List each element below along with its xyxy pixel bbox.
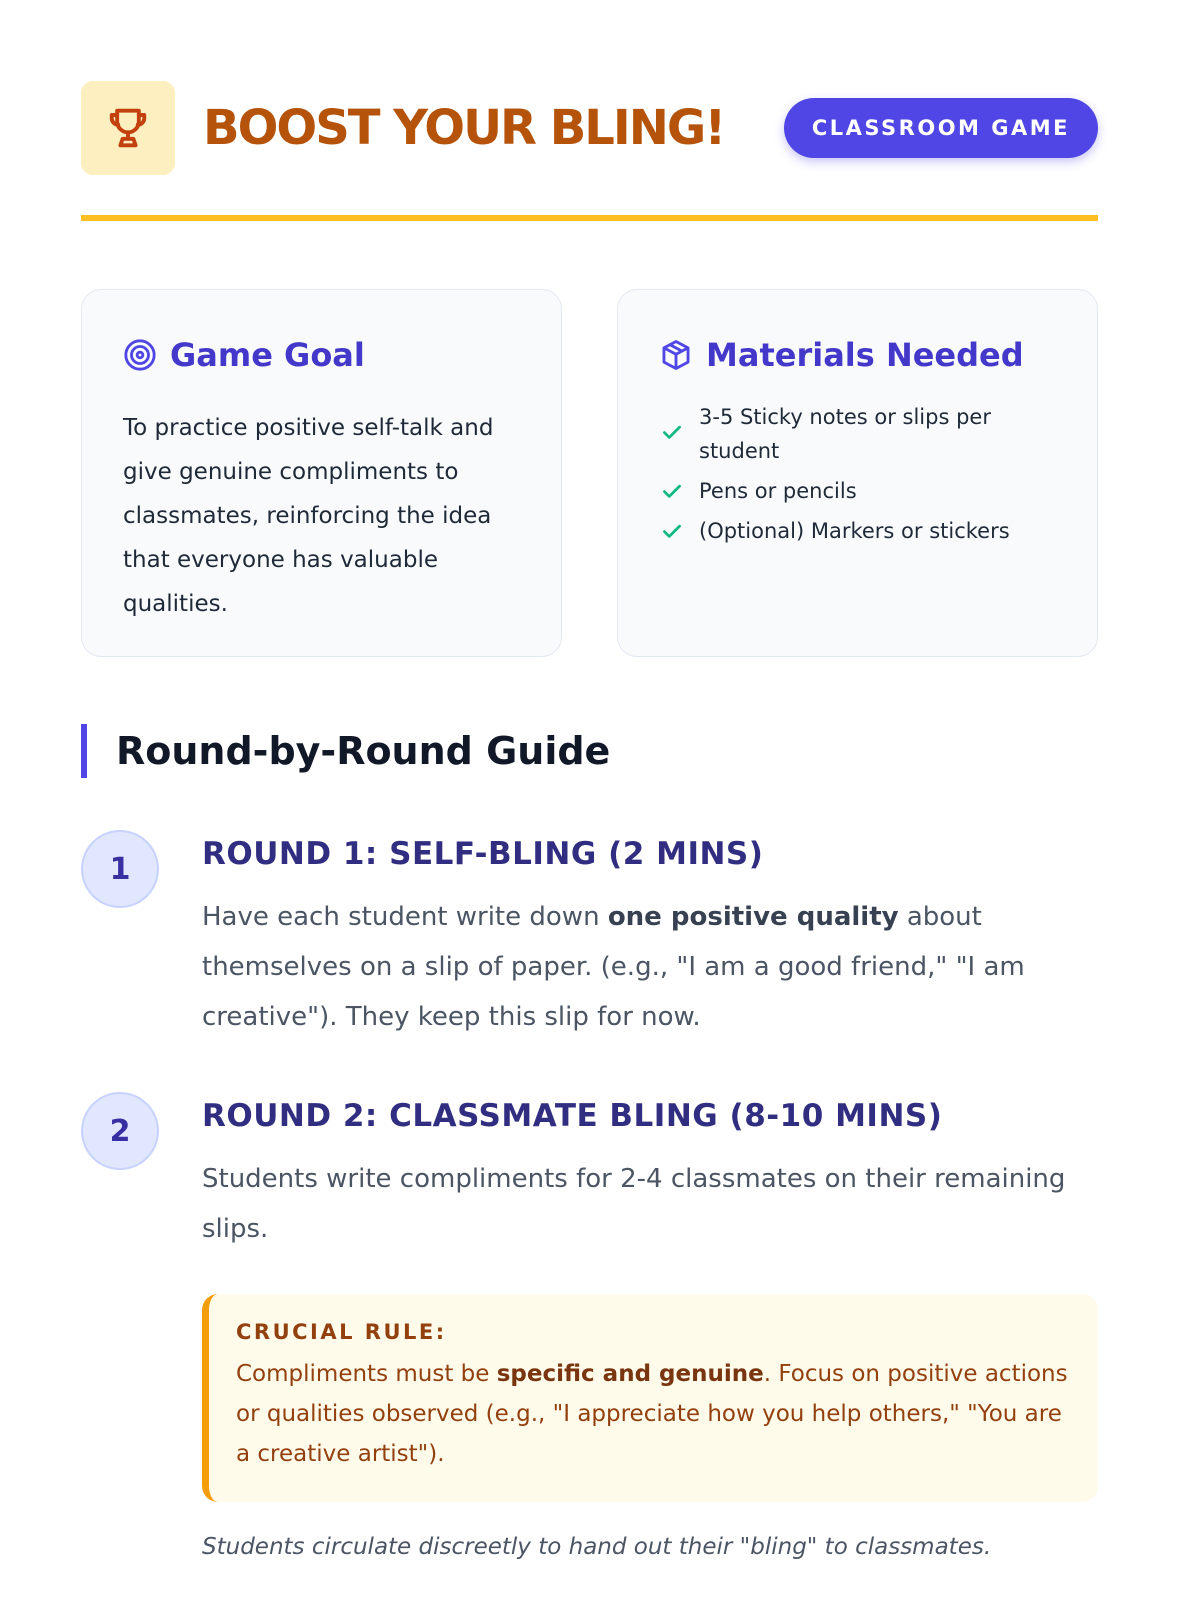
goal-card-title: [123, 334, 521, 376]
target-icon: [123, 338, 157, 372]
round-body: [202, 1098, 1098, 1560]
rule-text: [236, 1354, 1070, 1474]
check-icon: [659, 478, 685, 504]
section-title: Round-by-Round Guide: [81, 724, 610, 778]
round-text-part: about themselves on a slip of paper. (e.g., "I am a good friend," "I am creative"). They keep this slip for now.: [202, 902, 1025, 1032]
classroom-game-badge: CLASSROOM GAME: [784, 98, 1098, 158]
header: [81, 81, 1098, 175]
round-body: [202, 836, 1098, 1042]
round-title: ROUND 1: SELF-BLING (2 MINS): [202, 836, 764, 872]
round-title: ROUND 2: CLASSMATE BLING (8-10 MINS): [202, 1098, 943, 1134]
materials-list: [659, 400, 1057, 548]
info-cards: [81, 289, 1098, 657]
trophy-icon: [81, 81, 175, 175]
materials-item-text: 3-5 Sticky notes or slips per student: [699, 405, 991, 463]
materials-item-text: (Optional) Markers or stickers: [699, 519, 1010, 543]
goal-card: [81, 289, 562, 657]
rule-text-part: Compliments must be: [236, 1361, 497, 1387]
round-text-part: Have each student write down: [202, 902, 608, 932]
crucial-rule-callout: [202, 1294, 1098, 1502]
header-divider: [81, 215, 1098, 221]
round-number-badge: 2: [81, 1092, 159, 1170]
materials-card-title-text: Materials Needed: [706, 336, 1024, 374]
goal-card-title-text: Game Goal: [170, 336, 365, 374]
check-icon: [659, 518, 685, 544]
materials-card: [617, 289, 1098, 657]
round-text: Students write compliments for 2-4 classmates on their remaining slips.: [202, 1164, 1066, 1244]
rule-text-part: . Focus on positive actions or qualities observed (e.g., "I appreciate how you help others," "You are a creative artist").: [236, 1361, 1068, 1467]
round-number-badge: 1: [81, 830, 159, 908]
round-footnote: Students circulate discreetly to hand out their "bling" to classmates.: [202, 1534, 992, 1560]
round-text: [202, 892, 1098, 1042]
check-icon: [659, 419, 685, 445]
materials-item-text: Pens or pencils: [699, 479, 857, 503]
rule-text-emphasis: specific and genuine: [496, 1361, 764, 1387]
page-title: BOOST YOUR BLING!: [203, 100, 725, 156]
round-text-emphasis: one positive quality: [607, 902, 899, 932]
materials-card-title: [659, 334, 1057, 376]
list-item: [659, 474, 1057, 508]
list-item: [659, 400, 1057, 468]
goal-card-text: To practice positive self-talk and give genuine compliments to classmates, reinforcing the idea that everyone has valuable qualities.: [123, 415, 494, 617]
rule-label: CRUCIAL RULE:: [236, 1320, 447, 1344]
list-item: [659, 514, 1057, 548]
box-icon: [659, 338, 693, 372]
